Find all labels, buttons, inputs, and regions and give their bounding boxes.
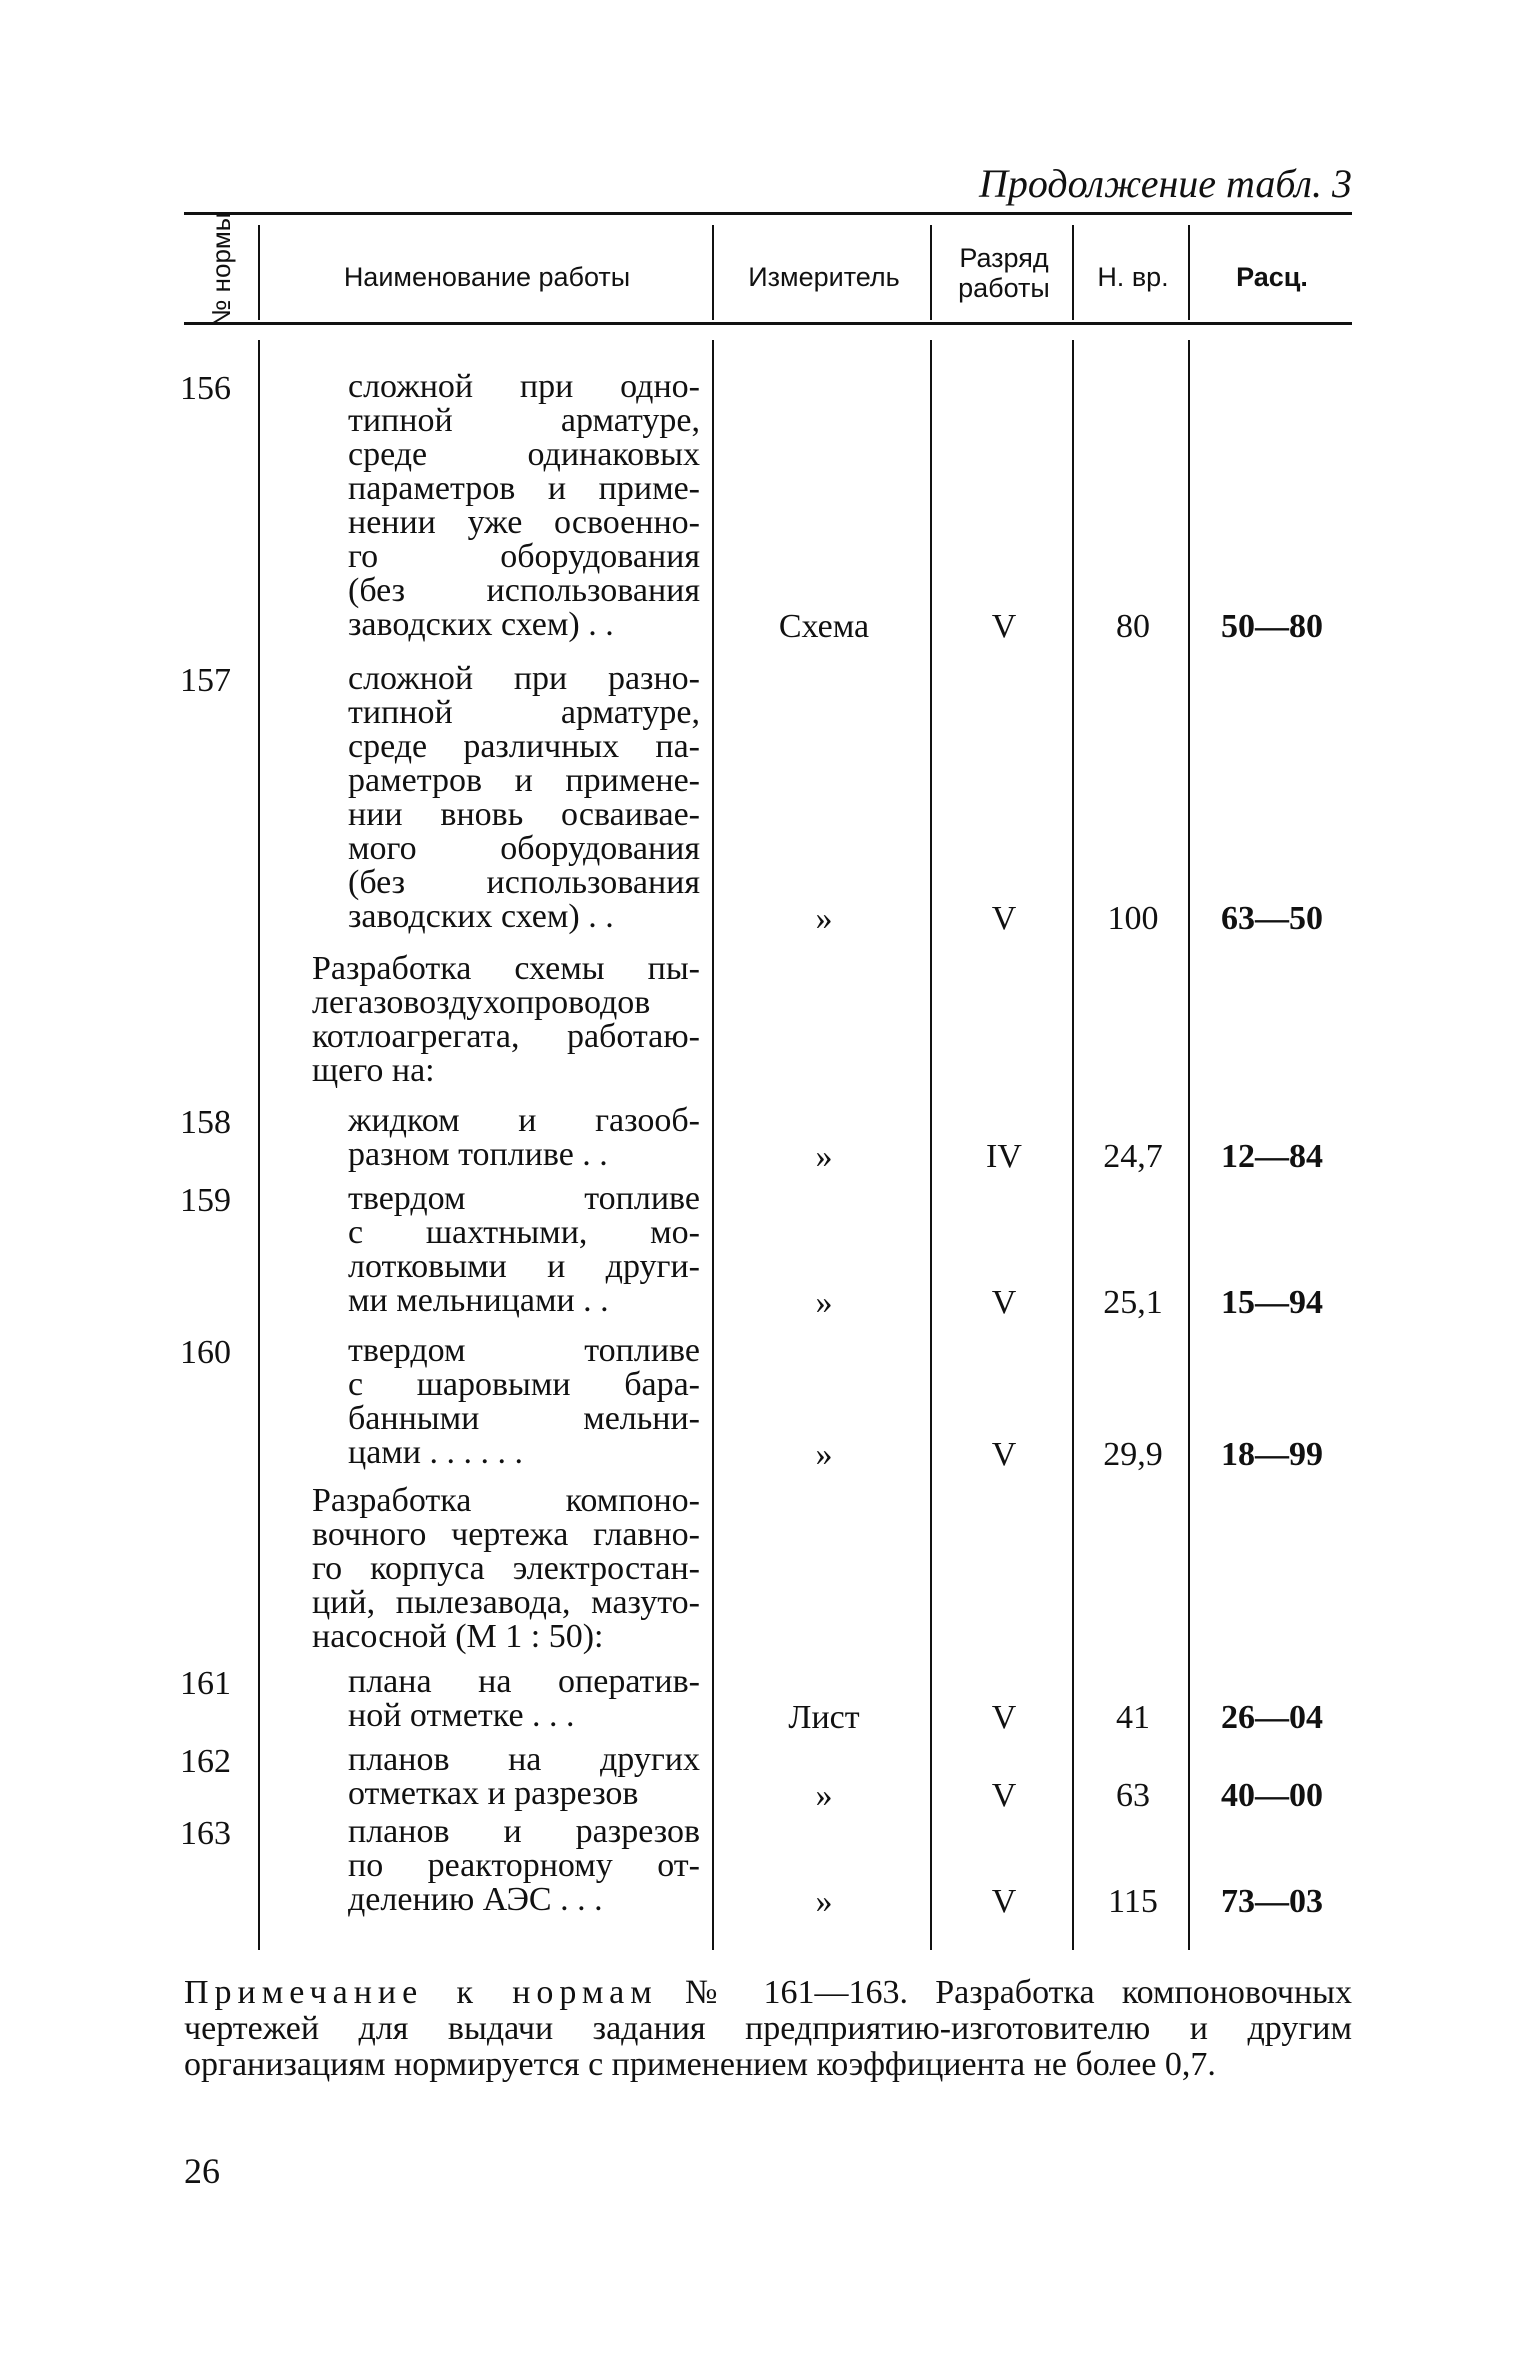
header-col-rule [712,225,714,320]
grade-cell: V [991,1699,1017,1736]
work-description-line: вочного чертежа главно- [312,1516,700,1553]
header-rate: Расц. [1236,262,1308,292]
work-description-line: цами . . . . . . [348,1434,523,1471]
table-header-rule [184,322,1352,325]
grade-cell: V [991,1777,1017,1814]
work-description-line: жидком и газооб- [348,1102,700,1139]
work-description-line: делению АЭС . . . [348,1881,603,1918]
time-cell: 24,7 [1103,1138,1163,1175]
work-description-line: насосной (М 1 : 50): [312,1618,604,1655]
norm-number: 159 [180,1182,231,1219]
time-cell: 100 [1107,900,1159,937]
work-description-line: параметров и приме- [348,470,700,507]
time-cell: 63 [1116,1777,1150,1814]
time-cell: 41 [1116,1699,1150,1736]
header-norm-number: № нормы [206,212,236,328]
unit-cell: » [815,1777,833,1814]
work-description-line: планов и разрезов [348,1813,700,1850]
time-cell: 25,1 [1103,1284,1163,1321]
norm-number: 157 [180,662,231,699]
page-number: 26 [184,2151,220,2191]
norm-number: 161 [180,1665,231,1702]
work-description-line: ми мельницами . . [348,1282,609,1319]
work-description-line: Разработка схемы пы- [312,950,700,987]
grade-cell: IV [986,1138,1022,1175]
work-description-line: заводских схем) . . [348,898,614,935]
work-description-line: (без использования [348,572,700,609]
work-description-line: с шахтными, мо- [348,1214,700,1251]
norm-number: 160 [180,1334,231,1371]
work-description-line: ций, пылезавода, мазуто- [312,1584,700,1621]
unit-cell: Схема [778,608,870,645]
work-description-line: разном топливе . . [348,1136,608,1173]
unit-cell: » [815,900,833,937]
work-description-line: твердом топливе [348,1332,700,1369]
time-cell: 115 [1108,1883,1158,1920]
work-description-line: планов на других [348,1741,700,1778]
work-description-line: нении уже освоенно- [348,504,700,541]
rate-cell: 63—50 [1221,900,1323,937]
work-description-line: щего на: [312,1052,435,1089]
work-description-line: среде различных па- [348,728,700,765]
note-label: Примечание к нормам [184,1974,658,2011]
work-description-line: банными мельни- [348,1400,700,1437]
work-description-line: среде одинаковых [348,436,700,473]
work-description-line: легазовоздухопроводов [312,984,651,1021]
rate-cell: 12—84 [1221,1138,1323,1175]
work-description-line: заводских схем) . . [348,606,614,643]
work-description-line: твердом топливе [348,1180,700,1217]
work-description-line: отметках и разрезов [348,1775,639,1812]
norm-number: 163 [180,1815,231,1852]
header-time: Н. вр. [1097,262,1169,292]
table-note [184,1975,1352,2083]
table-top-rule [184,212,1352,215]
work-description-line: типной арматуре, [348,694,700,731]
work-description-line: раметров и примене- [348,762,700,799]
header-grade: Разряд работы [958,243,1050,303]
work-description-line: (без использования [348,864,700,901]
body-col-rule [258,340,260,1950]
unit-cell: » [815,1284,833,1321]
work-description-line: го корпуса электростан- [312,1550,700,1587]
grade-cell: V [991,1883,1017,1920]
rate-cell: 15—94 [1221,1284,1323,1321]
work-description-line: типной арматуре, [348,402,700,439]
work-description-line: по реакторному от- [348,1847,700,1884]
work-description-line: сложной при одно- [348,368,700,405]
unit-cell: » [815,1436,833,1473]
unit-cell: Лист [788,1699,860,1736]
unit-cell: » [815,1138,833,1175]
time-cell: 80 [1116,608,1150,645]
grade-cell: V [991,1436,1017,1473]
rate-cell: 40—00 [1221,1777,1323,1814]
work-description-line: ной отметке . . . [348,1697,575,1734]
header-work-name: Наименование работы [343,262,631,292]
rate-cell: 18—99 [1221,1436,1323,1473]
work-description-line: лотковыми и други- [348,1248,700,1285]
header-col-rule [258,225,260,320]
work-description-line: плана на оператив- [348,1663,700,1700]
rate-cell: 26—04 [1221,1699,1323,1736]
work-description-line: Разработка компоно- [312,1482,700,1519]
norm-number: 158 [180,1104,231,1141]
header-unit: Измеритель [748,262,900,292]
work-description-line: нии вновь осваивае- [348,796,700,833]
time-cell: 29,9 [1103,1436,1163,1473]
body-col-rule [712,340,714,1950]
work-description-line: го оборудования [348,538,700,575]
grade-cell: V [991,608,1017,645]
rate-cell: 73—03 [1221,1883,1323,1920]
work-description-line: с шаровыми бара- [348,1366,700,1403]
norm-number: 162 [180,1743,231,1780]
norm-number: 156 [180,370,231,407]
note-text: № 161—163. Разработка компоновочных чертежей для выдачи задания предприятию-изготовителю и другим организациям нормируется с применением коэффициента не более 0,7. [184,1974,1352,2083]
table-continuation-caption: Продолжение табл. 3 [978,161,1352,206]
grade-cell: V [991,900,1017,937]
unit-cell: » [815,1883,833,1920]
work-description-line: котлоагрегата, работаю- [312,1018,700,1055]
work-description-line: сложной при разно- [348,660,700,697]
work-description-line: мого оборудования [348,830,700,867]
grade-cell: V [991,1284,1017,1321]
rate-cell: 50—80 [1221,608,1323,645]
